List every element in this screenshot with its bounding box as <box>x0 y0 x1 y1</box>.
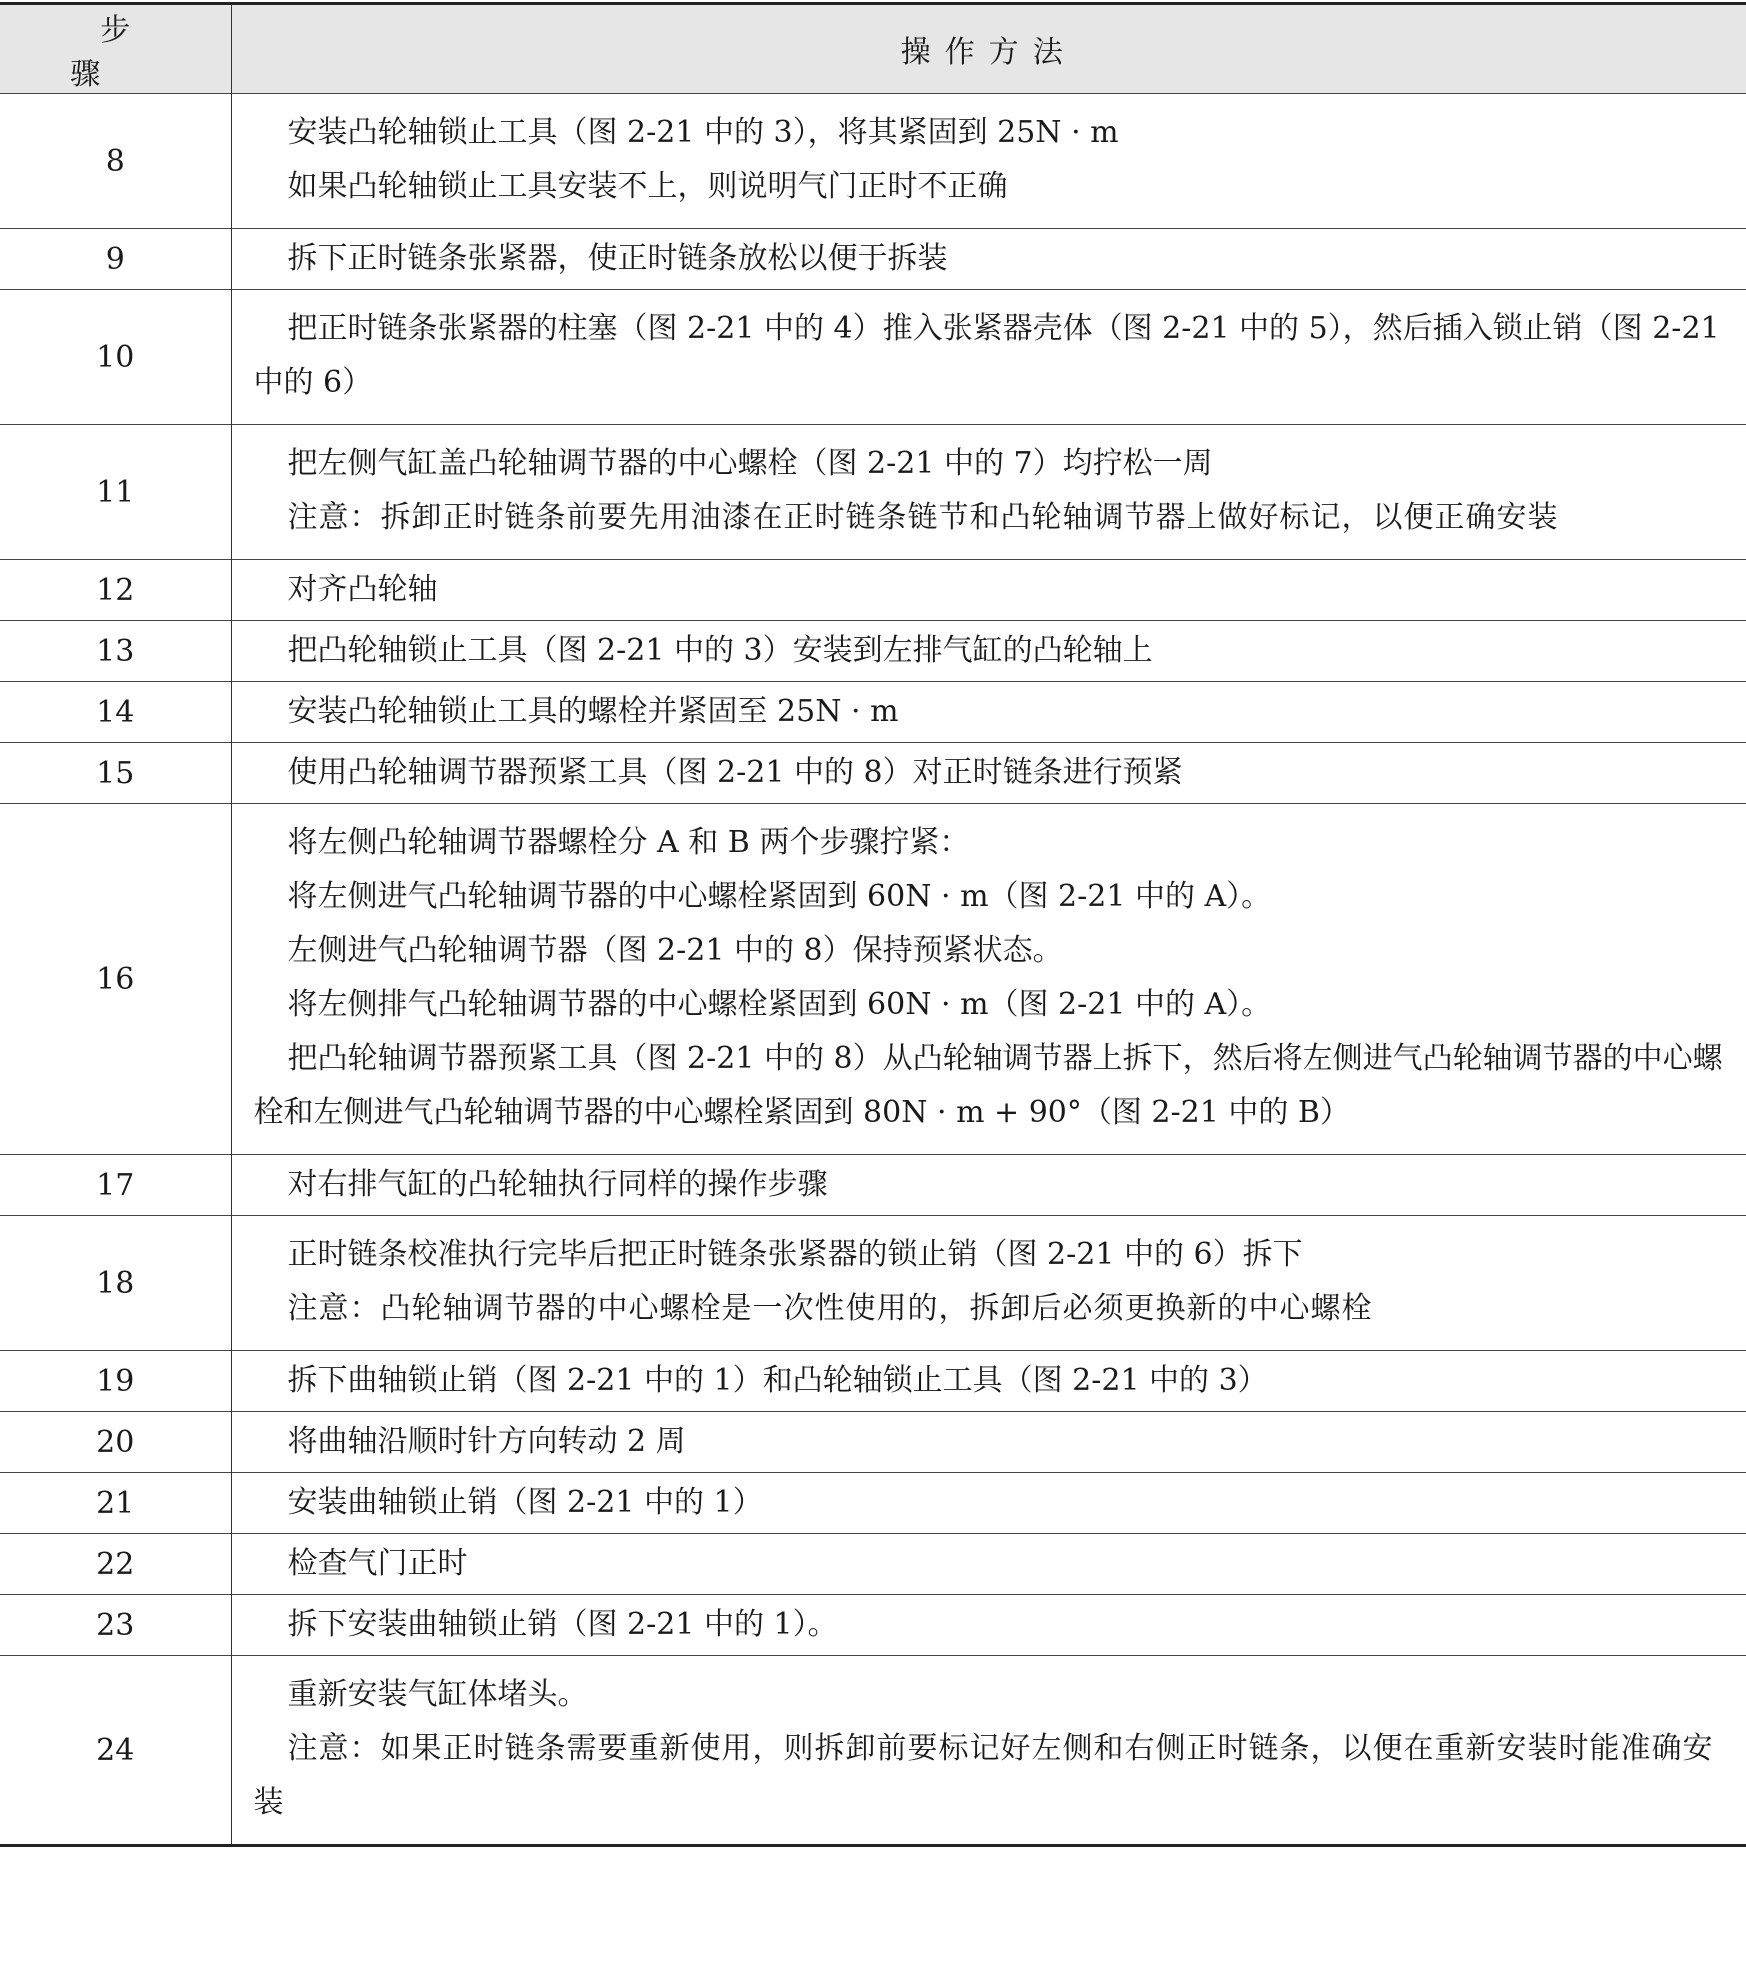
header-method: 操作方法 <box>231 4 1746 94</box>
method-line: 正时链条校准执行完毕后把正时链条张紧器的锁止销（图 2-21 中的 6）拆下 <box>287 1237 1303 1272</box>
method-cell <box>231 1656 1746 1846</box>
method-line: 左侧进气凸轮轴调节器（图 2-21 中的 8）保持预紧状态。 <box>287 933 1063 968</box>
method-cell <box>231 229 1746 290</box>
method-line: 将左侧进气凸轮轴调节器的中心螺栓紧固到 60N · m（图 2-21 中的 A）。 <box>287 879 1272 914</box>
method-line: 对齐凸轮轴 <box>287 572 438 607</box>
step-number: 19 <box>0 1351 231 1412</box>
method-line: 使用凸轮轴调节器预紧工具（图 2-21 中的 8）对正时链条进行预紧 <box>287 755 1183 790</box>
table-row <box>0 94 1746 229</box>
table-row <box>0 743 1746 804</box>
method-line: 将左侧排气凸轮轴调节器的中心螺栓紧固到 60N · m（图 2-21 中的 A）。 <box>287 987 1272 1022</box>
table-row <box>0 425 1746 560</box>
method-note: 注意：凸轮轴调节器的中心螺栓是一次性使用的，拆卸后必须更换新的中心螺栓 <box>287 1291 1373 1326</box>
method-line: 把凸轮轴调节器预紧工具（图 2-21 中的 8）从凸轮轴调节器上拆下，然后将左侧进气凸轮轴调节器的中心螺栓和左侧进气凸轮轴调节器的中心螺栓紧固到 80N · m + 90°（图 2-21 中的 B） <box>253 1041 1723 1130</box>
step-number: 16 <box>0 804 231 1155</box>
method-cell <box>231 1412 1746 1473</box>
method-line: 拆下安装曲轴锁止销（图 2-21 中的 1）。 <box>287 1607 838 1642</box>
method-cell <box>231 1534 1746 1595</box>
step-number: 20 <box>0 1412 231 1473</box>
method-line: 对右排气缸的凸轮轴执行同样的操作步骤 <box>287 1167 828 1202</box>
step-number: 11 <box>0 425 231 560</box>
step-number: 18 <box>0 1216 231 1351</box>
step-number: 12 <box>0 560 231 621</box>
table-row <box>0 1412 1746 1473</box>
method-line: 把正时链条张紧器的柱塞（图 2-21 中的 4）推入张紧器壳体（图 2-21 中的 5），然后插入锁止销（图 2-21 中的 6） <box>253 311 1720 400</box>
method-line: 安装曲轴锁止销（图 2-21 中的 1） <box>287 1485 763 1520</box>
procedure-table <box>0 2 1746 1847</box>
table-row <box>0 1351 1746 1412</box>
method-line: 将左侧凸轮轴调节器螺栓分 A 和 B 两个步骤拧紧： <box>287 825 970 860</box>
method-cell <box>231 743 1746 804</box>
table-row <box>0 1595 1746 1656</box>
method-line: 拆下正时链条张紧器，使正时链条放松以便于拆装 <box>287 241 948 276</box>
method-line: 拆下曲轴锁止销（图 2-21 中的 1）和凸轮轴锁止工具（图 2-21 中的 3） <box>287 1363 1268 1398</box>
method-line: 安装凸轮轴锁止工具（图 2-21 中的 3），将其紧固到 25N · m <box>287 115 1119 150</box>
method-cell <box>231 621 1746 682</box>
method-note: 注意：拆卸正时链条前要先用油漆在正时链条链节和凸轮轴调节器上做好标记，以便正确安装 <box>287 500 1559 535</box>
method-line: 如果凸轮轴锁止工具安装不上，则说明气门正时不正确 <box>287 169 1008 204</box>
table-row <box>0 1473 1746 1534</box>
table-row <box>0 1534 1746 1595</box>
method-cell <box>231 94 1746 229</box>
table-row <box>0 804 1746 1155</box>
step-number: 13 <box>0 621 231 682</box>
method-cell <box>231 1595 1746 1656</box>
step-number: 22 <box>0 1534 231 1595</box>
method-line: 重新安装气缸体堵头。 <box>287 1677 588 1712</box>
method-cell <box>231 1155 1746 1216</box>
table-row <box>0 229 1746 290</box>
table-header-row <box>0 4 1746 94</box>
header-step: 步骤 <box>0 4 231 94</box>
table-row <box>0 682 1746 743</box>
step-number: 21 <box>0 1473 231 1534</box>
method-cell <box>231 1216 1746 1351</box>
method-line: 安装凸轮轴锁止工具的螺栓并紧固至 25N · m <box>287 694 899 729</box>
table-row <box>0 1216 1746 1351</box>
method-cell <box>231 290 1746 425</box>
method-cell <box>231 1473 1746 1534</box>
method-line: 将曲轴沿顺时针方向转动 2 周 <box>287 1424 686 1459</box>
table-row <box>0 1656 1746 1846</box>
table-row <box>0 1155 1746 1216</box>
method-cell <box>231 1351 1746 1412</box>
table-row <box>0 290 1746 425</box>
step-number: 24 <box>0 1656 231 1846</box>
table-row <box>0 560 1746 621</box>
step-number: 8 <box>0 94 231 229</box>
step-number: 23 <box>0 1595 231 1656</box>
method-note: 注意：如果正时链条需要重新使用，则拆卸前要标记好左侧和右侧正时链条，以便在重新安装时能准确安装 <box>253 1731 1714 1820</box>
table-row <box>0 621 1746 682</box>
method-line: 检查气门正时 <box>287 1546 468 1581</box>
step-number: 9 <box>0 229 231 290</box>
method-cell <box>231 560 1746 621</box>
method-cell <box>231 425 1746 560</box>
step-number: 17 <box>0 1155 231 1216</box>
step-number: 15 <box>0 743 231 804</box>
method-cell <box>231 682 1746 743</box>
method-cell <box>231 804 1746 1155</box>
step-number: 14 <box>0 682 231 743</box>
method-line: 把凸轮轴锁止工具（图 2-21 中的 3）安装到左排气缸的凸轮轴上 <box>287 633 1153 668</box>
step-number: 10 <box>0 290 231 425</box>
method-line: 把左侧气缸盖凸轮轴调节器的中心螺栓（图 2-21 中的 7）均拧松一周 <box>287 446 1213 481</box>
